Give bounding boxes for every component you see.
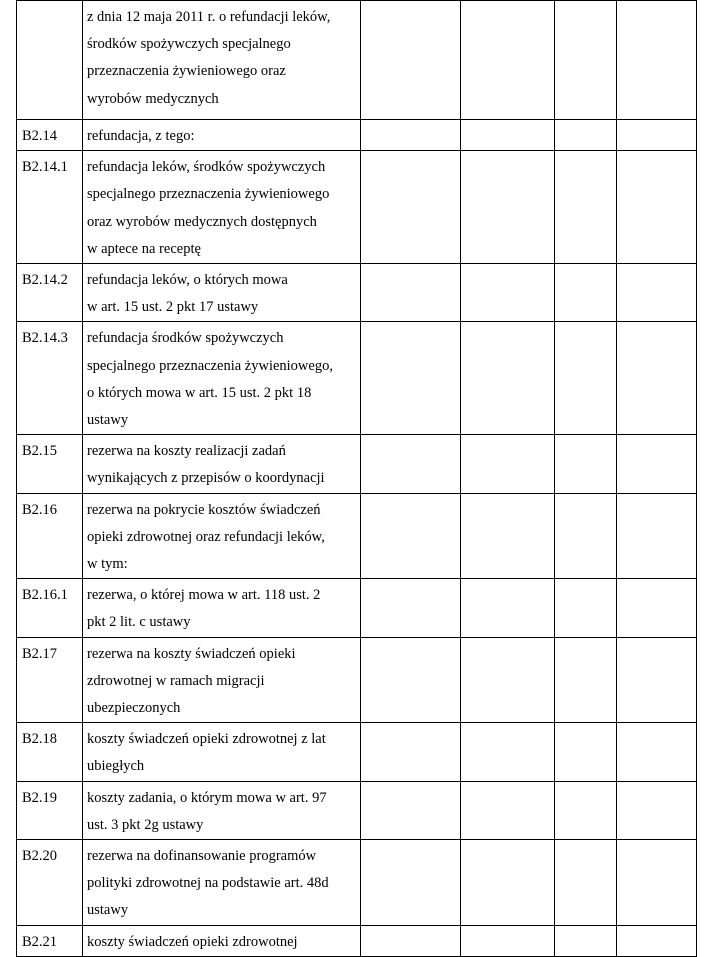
value-cell xyxy=(617,579,697,637)
row-description: refundacja leków, środków spożywczych specjalnego przeznaczenia żywieniowego oraz wyrobów medycznych dostępnych w aptece na receptę xyxy=(83,151,361,264)
row-description: rezerwa na koszty realizacji zadań wynikających z przepisów o koordynacji xyxy=(83,435,361,493)
table-row xyxy=(17,322,697,435)
table-row xyxy=(17,723,697,781)
value-cell xyxy=(361,151,461,264)
row-code: B2.14.1 xyxy=(17,151,83,264)
table-row xyxy=(17,435,697,493)
value-cell xyxy=(617,781,697,839)
row-description: z dnia 12 maja 2011 r. o refundacji leków, środków spożywczych specjalnego przeznaczenia żywieniowego oraz wyrobów medycznych xyxy=(83,1,361,120)
row-code: B2.15 xyxy=(17,435,83,493)
value-cell xyxy=(555,151,617,264)
value-cell xyxy=(555,781,617,839)
row-code: B2.18 xyxy=(17,723,83,781)
row-description: koszty zadania, o którym mowa w art. 97 ust. 3 pkt 2g ustawy xyxy=(83,781,361,839)
value-cell xyxy=(555,435,617,493)
row-description: rezerwa, o której mowa w art. 118 ust. 2 pkt 2 lit. c ustawy xyxy=(83,579,361,637)
row-description: koszty świadczeń opieki zdrowotnej xyxy=(83,925,361,956)
row-code: B2.17 xyxy=(17,637,83,723)
value-cell xyxy=(555,264,617,322)
value-cell xyxy=(461,264,555,322)
value-cell xyxy=(617,322,697,435)
value-cell xyxy=(555,1,617,120)
value-cell xyxy=(361,637,461,723)
value-cell xyxy=(617,723,697,781)
value-cell xyxy=(555,723,617,781)
value-cell xyxy=(461,322,555,435)
row-code: B2.19 xyxy=(17,781,83,839)
table-row xyxy=(17,637,697,723)
row-description: refundacja leków, o których mowa w art. 15 ust. 2 pkt 17 ustawy xyxy=(83,264,361,322)
value-cell xyxy=(461,579,555,637)
value-cell xyxy=(461,151,555,264)
table-row xyxy=(17,781,697,839)
table-row xyxy=(17,264,697,322)
value-cell xyxy=(555,120,617,151)
value-cell xyxy=(461,925,555,956)
row-code: B2.16.1 xyxy=(17,579,83,637)
value-cell xyxy=(555,579,617,637)
budget-table xyxy=(16,0,697,957)
row-code: B2.16 xyxy=(17,493,83,579)
value-cell xyxy=(617,637,697,723)
value-cell xyxy=(361,579,461,637)
value-cell xyxy=(461,781,555,839)
value-cell xyxy=(617,840,697,926)
value-cell xyxy=(617,1,697,120)
value-cell xyxy=(461,840,555,926)
row-description: refundacja środków spożywczych specjalnego przeznaczenia żywieniowego, o których mowa w art. 15 ust. 2 pkt 18 ustawy xyxy=(83,322,361,435)
table-row xyxy=(17,151,697,264)
value-cell xyxy=(361,264,461,322)
table-row xyxy=(17,579,697,637)
value-cell xyxy=(617,264,697,322)
row-description: refundacja, z tego: xyxy=(83,120,361,151)
value-cell xyxy=(361,1,461,120)
value-cell xyxy=(361,493,461,579)
value-cell xyxy=(555,493,617,579)
value-cell xyxy=(361,120,461,151)
value-cell xyxy=(461,435,555,493)
table-row xyxy=(17,493,697,579)
value-cell xyxy=(555,322,617,435)
value-cell xyxy=(461,723,555,781)
value-cell xyxy=(555,637,617,723)
value-cell xyxy=(617,925,697,956)
table-row xyxy=(17,840,697,926)
value-cell xyxy=(361,322,461,435)
value-cell xyxy=(555,840,617,926)
row-code xyxy=(17,1,83,120)
value-cell xyxy=(617,120,697,151)
value-cell xyxy=(361,925,461,956)
row-code: B2.21 xyxy=(17,925,83,956)
value-cell xyxy=(617,493,697,579)
value-cell xyxy=(617,151,697,264)
row-description: koszty świadczeń opieki zdrowotnej z lat ubiegłych xyxy=(83,723,361,781)
value-cell xyxy=(461,120,555,151)
row-code: B2.14.2 xyxy=(17,264,83,322)
value-cell xyxy=(461,637,555,723)
value-cell xyxy=(555,925,617,956)
row-description: rezerwa na dofinansowanie programów polityki zdrowotnej na podstawie art. 48d ustawy xyxy=(83,840,361,926)
row-code: B2.20 xyxy=(17,840,83,926)
row-code: B2.14.3 xyxy=(17,322,83,435)
value-cell xyxy=(617,435,697,493)
row-description: rezerwa na koszty świadczeń opieki zdrowotnej w ramach migracji ubezpieczonych xyxy=(83,637,361,723)
row-code: B2.14 xyxy=(17,120,83,151)
table-row xyxy=(17,1,697,120)
value-cell xyxy=(361,435,461,493)
row-description: rezerwa na pokrycie kosztów świadczeń opieki zdrowotnej oraz refundacji leków, w tym: xyxy=(83,493,361,579)
value-cell xyxy=(461,1,555,120)
value-cell xyxy=(361,840,461,926)
table-row xyxy=(17,925,697,956)
table-row xyxy=(17,120,697,151)
value-cell xyxy=(361,723,461,781)
value-cell xyxy=(461,493,555,579)
value-cell xyxy=(361,781,461,839)
